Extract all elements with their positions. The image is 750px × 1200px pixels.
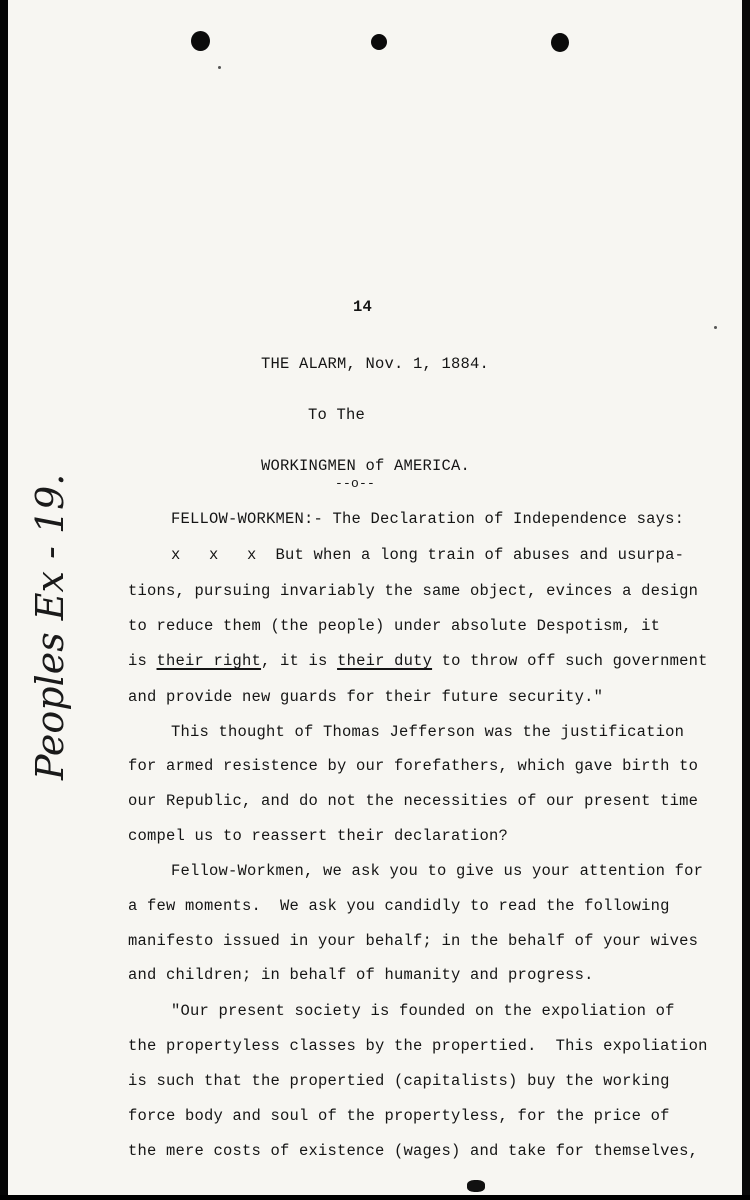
underlined-phrase: their right bbox=[156, 652, 262, 670]
body-text: is bbox=[128, 652, 157, 670]
body-line: is such that the propertied (capitalists) buy the working bbox=[128, 1072, 670, 1090]
body-line: the mere costs of existence (wages) and take for themselves, bbox=[128, 1142, 699, 1160]
body-line: tions, pursuing invariably the same object, evinces a design bbox=[128, 582, 699, 600]
body-line: our Republic, and do not the necessities of our present time bbox=[128, 792, 699, 810]
body-line: manifesto issued in your behalf; in the behalf of your wives bbox=[128, 932, 699, 950]
body-line: the propertyless classes by the propertied. This expoliation bbox=[128, 1037, 708, 1055]
body-line: Fellow-Workmen, we ask you to give us your attention for bbox=[171, 862, 704, 880]
scan-bottom-edge bbox=[0, 1195, 750, 1200]
body-line: x x x But when a long train of abuses and usurpa- bbox=[171, 546, 685, 564]
publication-line: THE ALARM, Nov. 1, 1884. bbox=[261, 355, 490, 373]
punch-hole-center bbox=[371, 34, 387, 50]
scan-blot bbox=[467, 1180, 485, 1192]
divider: --o-- bbox=[335, 476, 376, 491]
body-line: for armed resistence by our forefathers, which gave birth to bbox=[128, 757, 699, 775]
salutation-to: To The bbox=[308, 406, 366, 424]
body-text: to throw off such government bbox=[432, 652, 708, 670]
scan-speck bbox=[714, 326, 717, 329]
body-line: force body and soul of the propertyless, for the price of bbox=[128, 1107, 670, 1125]
punch-hole-right bbox=[551, 33, 569, 52]
document-page bbox=[8, 0, 742, 1195]
body-line: and children; in behalf of humanity and progress. bbox=[128, 966, 594, 984]
handwritten-exhibit-note: Peoples Ex - 19. bbox=[28, 473, 72, 780]
body-line bbox=[128, 652, 708, 670]
scan-speck bbox=[218, 66, 221, 69]
body-line: compel us to reassert their declaration? bbox=[128, 827, 509, 845]
addressee: WORKINGMEN of AMERICA. bbox=[261, 457, 471, 475]
punch-hole-left bbox=[191, 31, 210, 51]
body-line: to reduce them (the people) under absolute Despotism, it bbox=[128, 617, 661, 635]
scan-right-edge bbox=[742, 0, 750, 1200]
body-text: , it is bbox=[261, 652, 338, 670]
body-line: and provide new guards for their future security." bbox=[128, 688, 604, 706]
body-line: a few moments. We ask you candidly to read the following bbox=[128, 897, 670, 915]
body-line: FELLOW-WORKMEN:- The Declaration of Independence says: bbox=[171, 510, 685, 528]
page-number: 14 bbox=[353, 298, 373, 316]
body-line: "Our present society is founded on the expoliation of bbox=[171, 1002, 675, 1020]
body-line: This thought of Thomas Jefferson was the justification bbox=[171, 723, 685, 741]
underlined-phrase: their duty bbox=[337, 652, 433, 670]
